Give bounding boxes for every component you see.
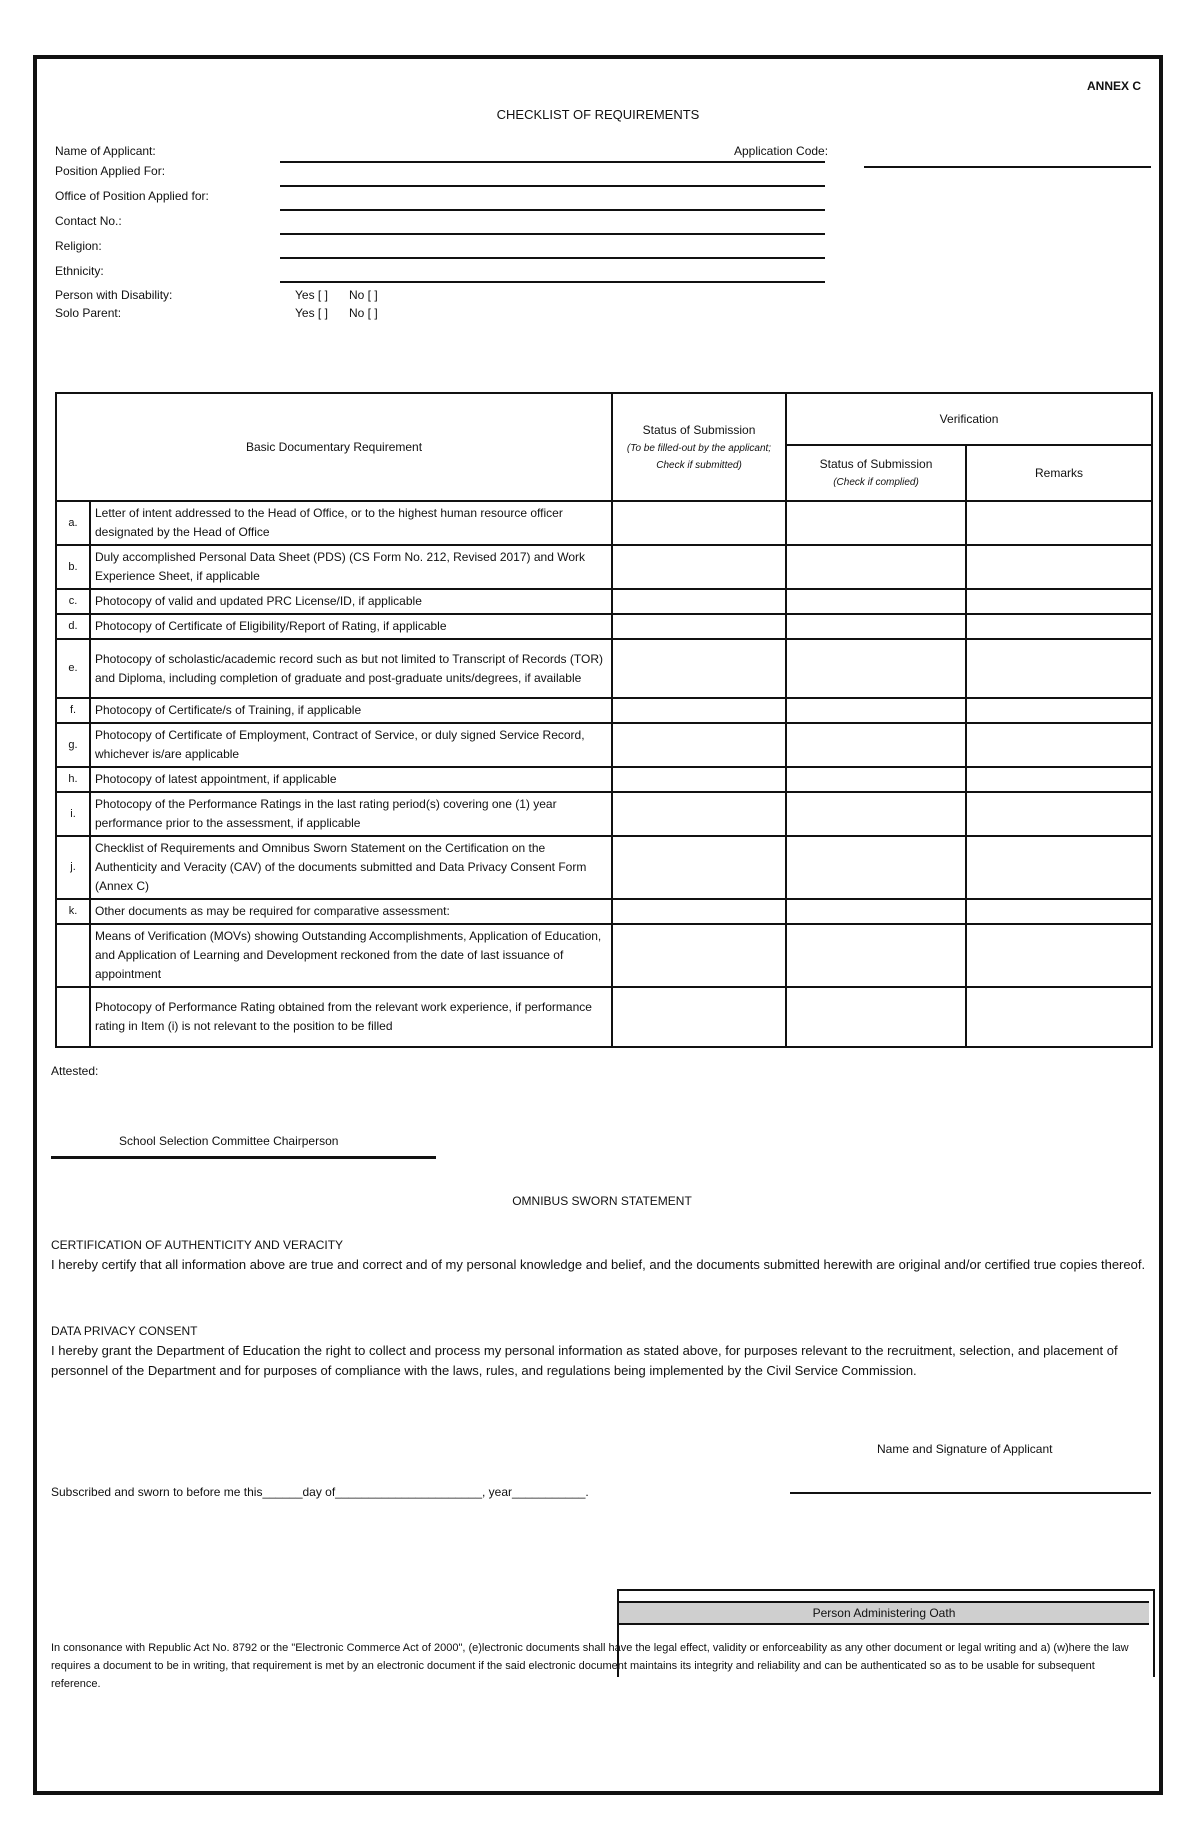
row-requirement-text: Photocopy of Performance Rating obtained from the relevant work experience, if performance rating in Item (i) is not relevant to the position to be filled [90,987,612,1047]
cav-text: I hereby certify that all information above are true and correct and of my personal knowledge and belief, and the documents submitted herewith are original and/or certified true copies thereof. [51,1257,1146,1272]
cav-heading: CERTIFICATION OF AUTHENTICITY AND VERACITY [51,1238,344,1252]
attested-label: Attested: [51,1064,99,1078]
footnote: In consonance with Republic Act No. 8792 or the "Electronic Commerce Act of 2000", (e)lectronic documents shall have the legal effect, validity or enforceability as any other document or legal writing and a) (w)here the law requires a document to be in writing, that requirement is met by an electronic document if the said electronic document maintains its integrity and reliability and can be authenticated so as to be usable for subsequent reference. [51,1642,1129,1690]
oath-label: Person Administering Oath [619,1601,1149,1625]
row-letter: c. [56,589,90,614]
status-cell[interactable] [612,899,786,924]
application-code-label: Application Code: [734,144,829,158]
solo-parent-label: Solo Parent: [55,306,122,320]
table-row [56,792,1152,836]
verification-status-note: (Check if complied) [833,477,919,488]
row-requirement-text: Photocopy of Certificate/s of Training, if applicable [90,698,612,723]
status-cell[interactable] [612,698,786,723]
table-row [56,589,1152,614]
status-cell[interactable] [612,987,786,1047]
attest-signatory: School Selection Committee Chairperson [119,1134,339,1148]
remarks-cell[interactable] [966,545,1152,589]
verification-status-cell[interactable] [786,767,966,792]
office-label: Office of Position Applied for: [55,189,209,203]
verification-status-cell[interactable] [786,501,966,545]
remarks-cell[interactable] [966,899,1152,924]
religion-label: Religion: [55,239,102,253]
applicant-signature-line[interactable] [790,1492,1151,1494]
status-header [612,393,786,501]
verification-status-cell[interactable] [786,792,966,836]
remarks-cell[interactable] [966,501,1152,545]
remarks-cell[interactable] [966,987,1152,1047]
row-requirement-text: Checklist of Requirements and Omnibus Sworn Statement on the Certification on the Authenticity and Veracity (CAV) of the documents submitted and Data Privacy Consent Form (Annex C) [90,836,612,899]
status-header-label: Status of Submission [642,422,756,437]
position-field[interactable] [280,185,825,187]
verification-status-cell[interactable] [786,987,966,1047]
verification-status-cell[interactable] [786,589,966,614]
status-cell[interactable] [612,614,786,639]
status-cell[interactable] [612,836,786,899]
remarks-cell[interactable] [966,792,1152,836]
solo-no-checkbox[interactable]: No [ ] [349,306,378,320]
remarks-header: Remarks [966,445,1152,501]
name-label: Name of Applicant: [55,144,156,158]
requirements-table [55,392,1153,1048]
row-letter: f. [56,698,90,723]
remarks-cell[interactable] [966,723,1152,767]
page-title: CHECKLIST OF REQUIREMENTS [496,107,700,122]
sworn-text: Subscribed and sworn to before me this______day of______________________, year___________. [51,1485,589,1499]
ethnicity-field[interactable] [280,281,825,283]
remarks-cell[interactable] [966,639,1152,698]
solo-yes-checkbox[interactable]: Yes [ ] [295,306,328,320]
application-code-field[interactable] [864,166,1151,168]
ethnicity-label: Ethnicity: [55,264,104,278]
status-cell[interactable] [612,924,786,987]
name-field[interactable] [280,161,825,163]
table-row [56,723,1152,767]
document-page [33,55,1163,1795]
privacy-text: I hereby grant the Department of Education the right to collect and process my personal information as stated above, for purposes relevant to the recruitment, selection, and placement of personnel of the Department and for purposes of compliance with the laws, rules, and regulations being implemented by the Civil Service Commission. [51,1343,1118,1378]
row-letter: h. [56,767,90,792]
remarks-cell[interactable] [966,614,1152,639]
status-cell[interactable] [612,767,786,792]
row-requirement-text: Photocopy of Certificate of Eligibility/Report of Rating, if applicable [90,614,612,639]
row-letter: i. [56,792,90,836]
status-cell[interactable] [612,501,786,545]
row-requirement-text: Other documents as may be required for comparative assessment: [90,899,612,924]
remarks-cell[interactable] [966,767,1152,792]
table-row [56,501,1152,545]
office-field[interactable] [280,209,825,211]
remarks-cell[interactable] [966,589,1152,614]
verification-status-cell[interactable] [786,614,966,639]
remarks-cell[interactable] [966,836,1152,899]
annex-label: ANNEX C [1086,79,1141,93]
table-row [56,639,1152,698]
table-row [56,836,1152,899]
pwd-label: Person with Disability: [55,288,173,302]
verification-status-cell[interactable] [786,899,966,924]
verification-status-cell[interactable] [786,723,966,767]
status-cell[interactable] [612,639,786,698]
verification-status-cell[interactable] [786,639,966,698]
table-row [56,987,1152,1047]
verification-status-cell[interactable] [786,545,966,589]
row-letter: a. [56,501,90,545]
verification-status-cell[interactable] [786,836,966,899]
pwd-no-checkbox[interactable]: No [ ] [349,288,378,302]
omnibus-title: OMNIBUS SWORN STATEMENT [512,1194,692,1208]
table-row [56,924,1152,987]
status-cell[interactable] [612,723,786,767]
row-requirement-text: Means of Verification (MOVs) showing Outstanding Accomplishments, Application of Education, and Application of Learning and Development reckoned from the date of last issuance of appointment [90,924,612,987]
verification-status-label: Status of Submission [819,457,933,471]
position-label: Position Applied For: [55,164,166,178]
verification-status-cell[interactable] [786,924,966,987]
privacy-heading: DATA PRIVACY CONSENT [51,1324,198,1338]
row-letter [56,924,90,987]
table-row [56,698,1152,723]
row-letter [56,987,90,1047]
table-row [56,614,1152,639]
row-letter: g. [56,723,90,767]
table-row [56,767,1152,792]
requirements-body [56,501,1152,1047]
row-requirement-text: Duly accomplished Personal Data Sheet (PDS) (CS Form No. 212, Revised 2017) and Work Experience Sheet, if applicable [90,545,612,589]
row-requirement-text: Photocopy of the Performance Ratings in the last rating period(s) covering one (1) year performance prior to the assessment, if applicable [90,792,612,836]
pwd-yes-checkbox[interactable]: Yes [ ] [295,288,328,302]
row-requirement-text: Letter of intent addressed to the Head of Office, or to the highest human resource officer designated by the Head of Office [90,501,612,545]
contact-label: Contact No.: [55,214,122,228]
remarks-cell[interactable] [966,698,1152,723]
row-requirement-text: Photocopy of valid and updated PRC License/ID, if applicable [90,589,612,614]
verification-header: Verification [786,393,1152,445]
status-cell[interactable] [612,792,786,836]
attest-signature-line[interactable] [51,1156,436,1159]
contact-field[interactable] [280,233,825,235]
religion-field[interactable] [280,257,825,259]
remarks-cell[interactable] [966,924,1152,987]
applicant-signature-label: Name and Signature of Applicant [877,1442,1053,1456]
status-header-note: (To be filled-out by the applicant; Check if submitted) [626,442,772,471]
row-letter: e. [56,639,90,698]
row-letter: b. [56,545,90,589]
requirement-header: Basic Documentary Requirement [56,393,612,501]
verification-status-header [786,445,966,501]
table-row [56,545,1152,589]
row-letter: k. [56,899,90,924]
row-letter: j. [56,836,90,899]
status-cell[interactable] [612,545,786,589]
verification-status-cell[interactable] [786,698,966,723]
status-cell[interactable] [612,589,786,614]
row-letter: d. [56,614,90,639]
table-row [56,899,1152,924]
row-requirement-text: Photocopy of latest appointment, if applicable [90,767,612,792]
row-requirement-text: Photocopy of scholastic/academic record such as but not limited to Transcript of Records (TOR) and Diploma, including completion of graduate and post-graduate units/degrees, if available [90,639,612,698]
row-requirement-text: Photocopy of Certificate of Employment, Contract of Service, or duly signed Service Record, whichever is/are applicable [90,723,612,767]
